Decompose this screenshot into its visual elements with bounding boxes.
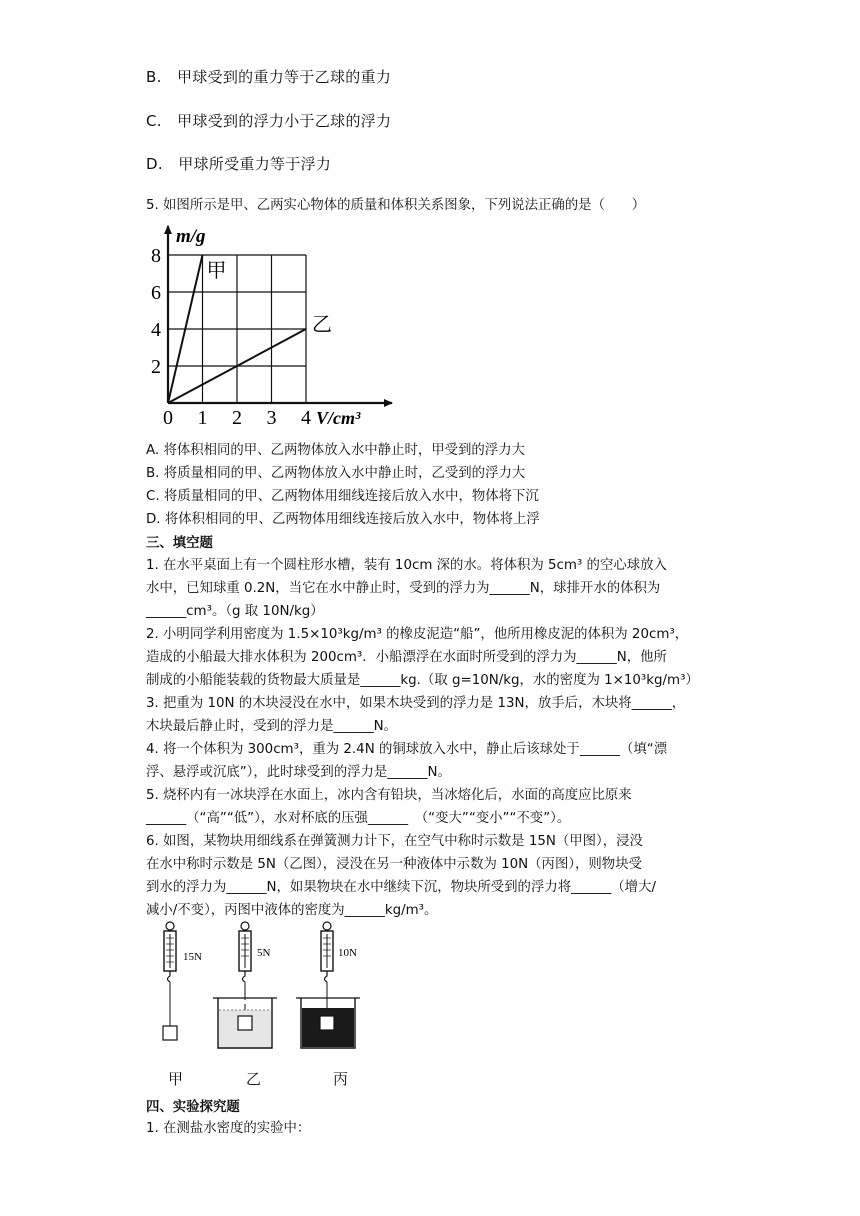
q5-option-b: B. 将质量相同的甲、乙两物体放入水中静止时，乙受到的浮力大 — [146, 466, 526, 481]
fill-line: 1. 在水平桌面上有一个圆柱形水槽，装有 10cm 深的水。将体积为 5cm³ 的空心球放入 — [146, 558, 667, 573]
series-label-2: 乙 — [312, 312, 332, 336]
fill-line: 2. 小明同学利用密度为 1.5×10³kg/m³ 的橡皮泥造“船”，他所用橡皮泥的体积为 20cm³， — [146, 627, 689, 642]
spring-scale-bing — [296, 922, 360, 1048]
experiment-line: 1. 在测盐水密度的实验中： — [146, 1121, 311, 1136]
x-tick-label: 2 — [232, 407, 242, 429]
reading-jia: 15N — [183, 951, 202, 963]
spring-scale-figure — [150, 918, 390, 1093]
q5-option-d: D. 将体积相同的甲、乙两物体用细线连接后放入水中，物体将上浮 — [146, 512, 540, 527]
fill-line: 造成的小船最大排水体积为 200cm³．小船漂浮在水面时所受到的浮力为______N，他所 — [146, 650, 667, 665]
fill-line: 水中，已知球重 0.2N，当它在水中静止时，受到的浮力为______N，球排开水的体积为 — [146, 581, 661, 596]
fill-line: 3. 把重为 10N 的木块浸没在水中，如果木块受到的浮力是 13N，放手后，木块将______， — [146, 696, 686, 711]
y-tick-label: 8 — [151, 245, 161, 267]
series-label-1: 甲 — [206, 258, 227, 282]
q5-option-c: C. 将质量相同的甲、乙两物体用细线连接后放入水中，物体将下沉 — [146, 489, 539, 504]
fill-line: 6. 如图，某物块用细线系在弹簧测力计下，在空气中称时示数是 15N（甲图），浸没 — [146, 834, 643, 849]
fill-line: 减小/不变），丙图中液体的密度为______kg/m³。 — [146, 903, 438, 918]
x-axis-label: V/cm³ — [316, 408, 361, 428]
fill-line: 在水中称时示数是 5N（乙图），浸没在另一种液体中示数为 10N（丙图），则物块受 — [146, 857, 642, 872]
y-axis-label: m/g — [176, 226, 206, 247]
x-tick-label: 0 — [163, 407, 173, 429]
figure-label-bing: 丙 — [333, 1070, 349, 1088]
option-c: C. 甲球受到的浮力小于乙球的浮力 — [146, 112, 392, 130]
fill-line: 制成的小船能装载的货物最大质量是______kg.（取 g=10N/kg，水的密度为 1×10³kg/m³） — [146, 673, 699, 688]
x-tick-label: 4 — [301, 407, 311, 429]
y-tick-label: 2 — [151, 356, 161, 378]
section-3-heading: 三、填空题 — [146, 536, 213, 551]
fill-line: 到水的浮力为______N，如果物块在水中继续下沉，物块所受到的浮力将______（增大/ — [146, 880, 656, 895]
option-d: D. 甲球所受重力等于浮力 — [146, 155, 332, 173]
figure-label-jia: 甲 — [168, 1070, 184, 1088]
reading-bing: 10N — [338, 947, 357, 959]
question-5-stem: 5. 如图所示是甲、乙两实心物体的质量和体积关系图象，下列说法正确的是（ ） — [146, 198, 646, 213]
fill-line: 浮、悬浮或沉底”），此时球受到的浮力是______N。 — [146, 765, 451, 780]
spring-scale-yi — [213, 922, 277, 1048]
y-tick-label: 6 — [151, 282, 161, 304]
fill-line: ______（“高”“低”），水对杯底的压强______ （“变大”“变小”“不变”）。 — [146, 811, 571, 826]
y-tick-label: 4 — [151, 319, 161, 341]
q5-option-a: A. 将体积相同的甲、乙两物体放入水中静止时，甲受到的浮力大 — [146, 443, 525, 458]
x-tick-label: 1 — [197, 407, 208, 429]
fill-line: 4. 将一个体积为 300cm³，重为 2.4N 的铜球放入水中，静止后该球处于______（填“漂 — [146, 742, 668, 757]
mass-volume-chart — [140, 220, 400, 440]
fill-line: 5. 烧杯内有一冰块浮在水面上，冰内含有铅块，当冰熔化后，水面的高度应比原来 — [146, 788, 632, 803]
fill-line: ______cm³。（g 取 10N/kg） — [146, 604, 324, 619]
option-b: B. 甲球受到的重力等于乙球的重力 — [146, 68, 392, 86]
figure-label-yi: 乙 — [246, 1070, 262, 1088]
reading-yi: 5N — [257, 947, 271, 959]
section-4-heading: 四、实验探究题 — [146, 1100, 240, 1115]
fill-line: 木块最后静止时，受到的浮力是______N。 — [146, 719, 398, 734]
x-tick-label: 3 — [266, 407, 277, 429]
spring-scale-jia — [163, 922, 202, 1040]
